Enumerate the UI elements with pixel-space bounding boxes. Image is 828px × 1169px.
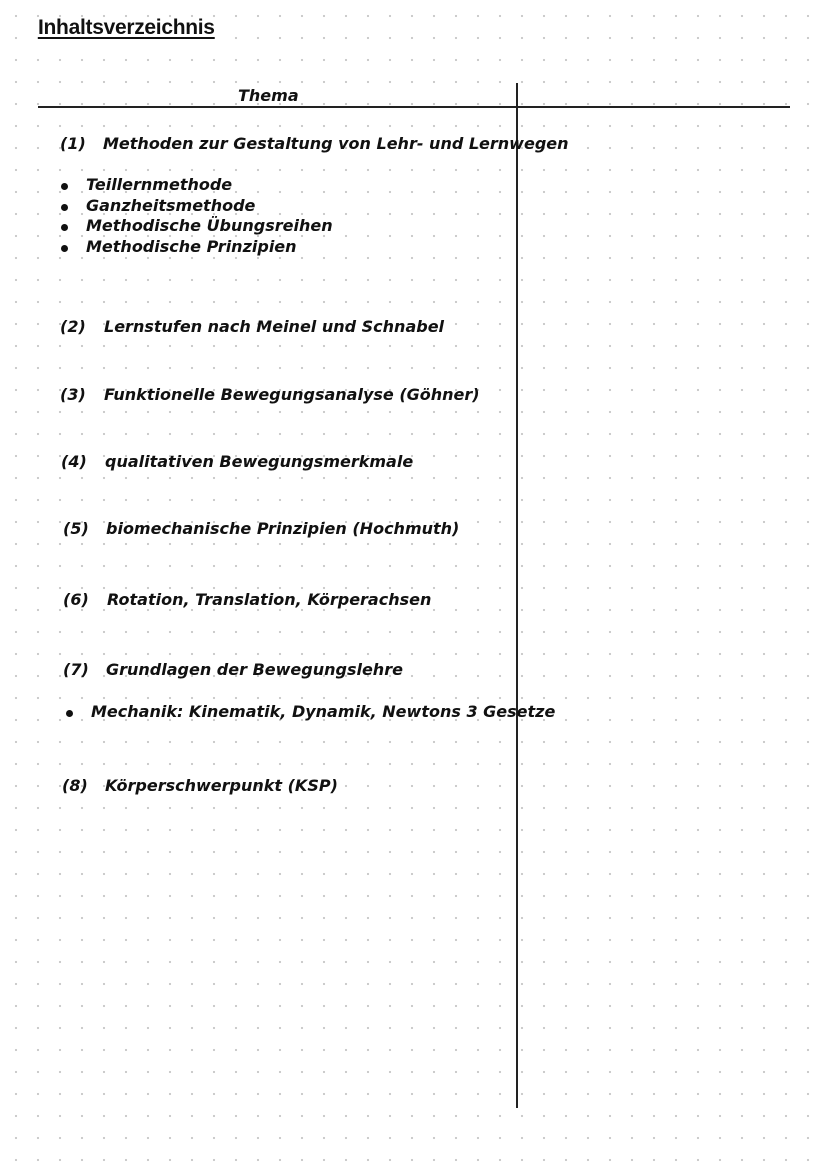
entry-title: Körperschwerpunkt (KSP)	[105, 776, 338, 795]
list-item	[58, 175, 333, 196]
list-item-label: Methodische Prinzipien	[86, 236, 297, 256]
bullet-icon	[66, 710, 73, 717]
entry-number: (1)	[60, 134, 86, 153]
list-item	[58, 237, 333, 258]
list-item-label: Mechanik: Kinematik, Dynamik, Newtons 3 Gesetze	[91, 702, 556, 721]
entry-number: (6)	[63, 590, 89, 609]
list-item	[58, 216, 333, 237]
list-item-label: Teillernmethode	[86, 175, 233, 194]
entry-title: Grundlagen der Bewegungslehre	[106, 660, 403, 679]
entry-number: (5)	[63, 519, 89, 538]
column-header-thema: Thema	[238, 86, 299, 105]
page-title: Inhaltsverzeichnis	[38, 16, 215, 39]
column-divider	[516, 83, 518, 1108]
list-item	[63, 702, 555, 723]
bullet-icon	[61, 224, 68, 231]
entry-7-bullet-list	[63, 702, 555, 723]
entry-number: (8)	[62, 776, 88, 795]
entry-1-bullet-list	[58, 175, 333, 257]
entry-number: (7)	[63, 660, 89, 679]
entry-title: Funktionelle Bewegungsanalyse (Göhner)	[104, 385, 480, 404]
entry-number: (4)	[61, 452, 87, 471]
bullet-icon	[61, 204, 68, 211]
entry-title: qualitativen Bewegungsmerkmale	[105, 452, 414, 471]
entry-title: Lernstufen nach Meinel und Schnabel	[104, 317, 445, 336]
entry-number: (3)	[60, 385, 86, 404]
table-header-line	[38, 106, 790, 108]
entry-title: Methoden zur Gestaltung von Lehr- und Lernwegen	[103, 134, 569, 153]
entry-title: biomechanische Prinzipien (Hochmuth)	[106, 519, 460, 538]
list-item-label: Methodische Übungsreihen	[86, 216, 333, 235]
bullet-icon	[61, 245, 68, 252]
entry-title: Rotation, Translation, Körperachsen	[107, 590, 432, 609]
list-item	[58, 196, 333, 217]
bullet-icon	[61, 183, 68, 190]
entry-number: (2)	[60, 317, 86, 336]
list-item-label: Ganzheitsmethode	[86, 195, 256, 215]
